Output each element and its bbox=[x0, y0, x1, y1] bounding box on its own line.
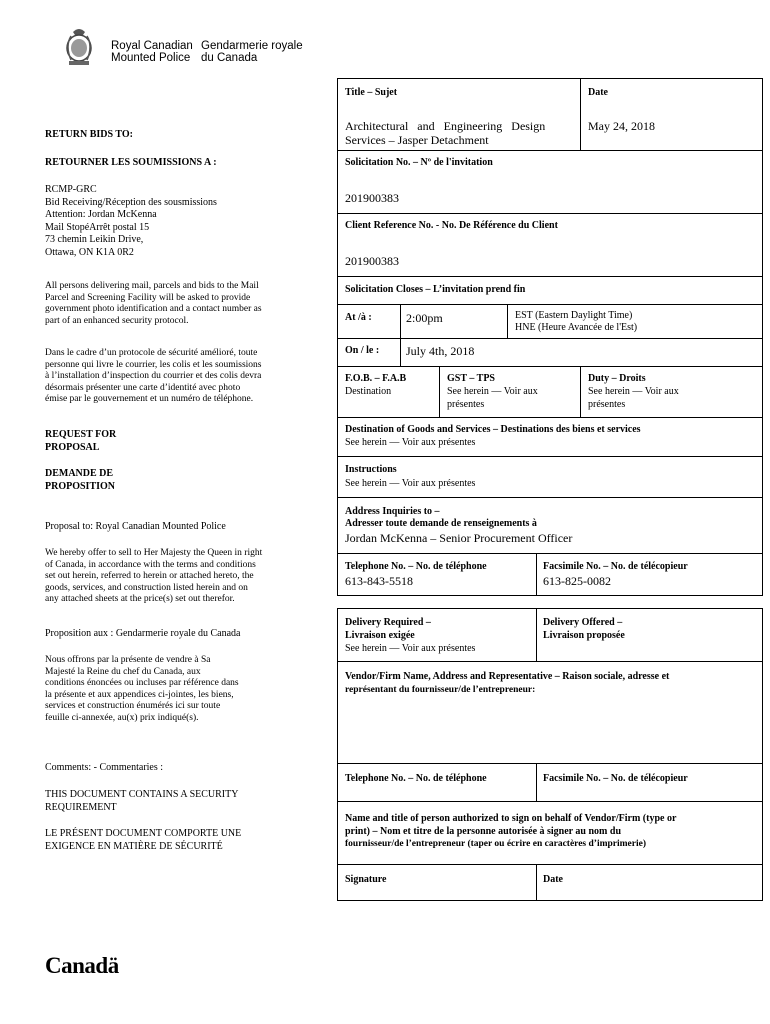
on-label: On / le : bbox=[345, 345, 380, 356]
duty-label: Duty – Droits bbox=[588, 373, 646, 384]
solicitation-closes-label: Solicitation Closes – L’invitation prend fin bbox=[345, 284, 526, 295]
gst-value: See herein — Voir aux présentes bbox=[447, 386, 538, 410]
inquiries-label-2: Adresser toute demande de renseignements à bbox=[345, 518, 537, 529]
delivery-required-value: See herein — Voir aux présentes bbox=[345, 643, 476, 654]
signature-label: Signature bbox=[345, 874, 387, 885]
vendor-firm-label-2: représentant du fournisseur/de l’entrepreneur: bbox=[345, 685, 536, 695]
vendor-firm-field[interactable] bbox=[340, 698, 760, 760]
delivery-offered-label-1: Delivery Offered – bbox=[543, 617, 623, 628]
solicitation-number-label: Solicitation No. – Nº de l'invitation bbox=[345, 157, 493, 168]
instructions-value: See herein — Voir aux présentes bbox=[345, 478, 476, 489]
timezone-en: EST (Eastern Daylight Time) bbox=[515, 310, 633, 321]
security-notice-fr: Dans le cadre d’un protocole de sécurité amélioré, toute personne qui livre le courrier, les colis et les soumissions à l’installation d’inspection du courrier et des colis devra désormais présenter une carte d’identité avec photo émise par le gouvernement et un numéro de téléphone. bbox=[45, 348, 262, 404]
vendor-telephone-label: Telephone No. – No. de téléphone bbox=[345, 773, 487, 784]
canada-wordmark-logo: Canadä bbox=[45, 953, 119, 978]
offer-text-en: We hereby offer to sell to Her Majesty the Queen in right of Canada, in accordance with the terms and conditions set out herein, referred to herein or attached hereto, the goods, services, and construction listed herein and on any attached sheets at the price(s) set out therefor. bbox=[45, 548, 263, 604]
vendor-facsimile-label: Facsimile No. – No. de télécopieur bbox=[543, 773, 688, 784]
closing-time-value: 2:00pm bbox=[406, 311, 443, 325]
telephone-label: Telephone No. – No. de téléphone bbox=[345, 561, 487, 572]
facsimile-label: Facsimile No. – No. de télécopieur bbox=[543, 561, 688, 572]
org-name-en-2: Mounted Police bbox=[111, 52, 191, 64]
offer-text-fr: Nous offrons par la présente de vendre à Sa Majesté la Reine du chef du Canada, aux conditions énoncées ou incluses par référence dans la présente et aux appendices ci-jointes, les biens, services et construction énumérés ici sur toute feuille ci-annexée, au(x) prix indiqué(s). bbox=[45, 655, 239, 723]
solicitation-number-value: 201900383 bbox=[345, 191, 399, 205]
delivery-offered-label-2: Livraison proposée bbox=[543, 630, 625, 641]
delivery-required-label-2: Livraison exigée bbox=[345, 630, 415, 641]
timezone-fr: HNE (Heure Avancée de l'Est) bbox=[515, 322, 638, 333]
return-bids-heading-en: RETURN BIDS TO: bbox=[45, 129, 133, 140]
comments-label: Comments: - Commentaries : bbox=[45, 762, 164, 773]
signature-date-label: Date bbox=[543, 874, 563, 885]
duty-value: See herein — Voir aux présentes bbox=[588, 386, 679, 410]
client-reference-value: 201900383 bbox=[345, 254, 399, 268]
authorized-person-label: Name and title of person authorized to sign on behalf of Vendor/Firm (type or print) – Nom et titre de la personne autorisée à signer au nom du fournisseur/de l’entrepreneur (taper ou écrire en caractères d’imprimerie) bbox=[345, 813, 677, 849]
security-notice-en: All persons delivering mail, parcels and bids to the Mail Parcel and Screening Facility will be asked to provide government photo identification and a contact number as part of an enhanced security protocol. bbox=[45, 281, 262, 326]
rcmp-crest-icon bbox=[61, 26, 97, 68]
date-value: May 24, 2018 bbox=[588, 119, 655, 133]
org-name-fr-1: Gendarmerie royale bbox=[201, 40, 303, 52]
vendor-firm-label-1: Vendor/Firm Name, Address and Representative – Raison sociale, adresse et bbox=[345, 671, 670, 682]
proposal-to-fr: Proposition aux : Gendarmerie royale du Canada bbox=[45, 628, 241, 639]
security-requirement-en: THIS DOCUMENT CONTAINS A SECURITY REQUIREMENT bbox=[45, 789, 239, 813]
telephone-value: 613-843-5518 bbox=[345, 574, 413, 588]
at-label: At /à : bbox=[345, 312, 372, 323]
delivery-required-label-1: Delivery Required – bbox=[345, 617, 431, 628]
facsimile-value: 613-825-0082 bbox=[543, 574, 611, 588]
closing-date-value: July 4th, 2018 bbox=[406, 344, 475, 358]
return-address: RCMP-GRC Bid Receiving/Réception des sousmissions Attention: Jordan McKenna Mail StopéArrêt postal 15 73 chemin Leikin Drive, Ottawa, ON K1A 0R2 bbox=[45, 184, 217, 258]
proposal-to-en: Proposal to: Royal Canadian Mounted Police bbox=[45, 521, 226, 532]
instructions-label: Instructions bbox=[345, 464, 397, 475]
org-name-fr-2: du Canada bbox=[201, 52, 258, 64]
destination-value: See herein — Voir aux présentes bbox=[345, 437, 476, 448]
security-requirement-fr: LE PRÉSENT DOCUMENT COMPORTE UNE EXIGENCE EN MATIÈRE DE SÉCURITÉ bbox=[45, 828, 242, 852]
title-label: Title – Sujet bbox=[345, 87, 398, 98]
gst-label: GST – TPS bbox=[447, 373, 495, 384]
org-name-en-1: Royal Canadian bbox=[111, 40, 193, 52]
fob-label: F.O.B. – F.A.B bbox=[345, 373, 407, 384]
rfp-heading-fr: DEMANDE DE PROPOSITION bbox=[45, 468, 116, 492]
title-value: Architectural and Engineering Design Services – Jasper Detachment bbox=[345, 119, 546, 147]
rfp-heading-en: REQUEST FOR PROPOSAL bbox=[45, 429, 117, 453]
fob-value: Destination bbox=[345, 386, 392, 397]
client-reference-label: Client Reference No. - No. De Référence du Client bbox=[345, 220, 558, 231]
date-label: Date bbox=[588, 87, 608, 98]
destination-label: Destination of Goods and Services – Destinations des biens et services bbox=[345, 424, 641, 435]
return-bids-heading-fr: RETOURNER LES SOUMISSIONS A : bbox=[45, 157, 217, 168]
inquiries-label-1: Address Inquiries to – bbox=[345, 506, 440, 517]
inquiries-contact-value: Jordan McKenna – Senior Procurement Officer bbox=[345, 531, 573, 545]
